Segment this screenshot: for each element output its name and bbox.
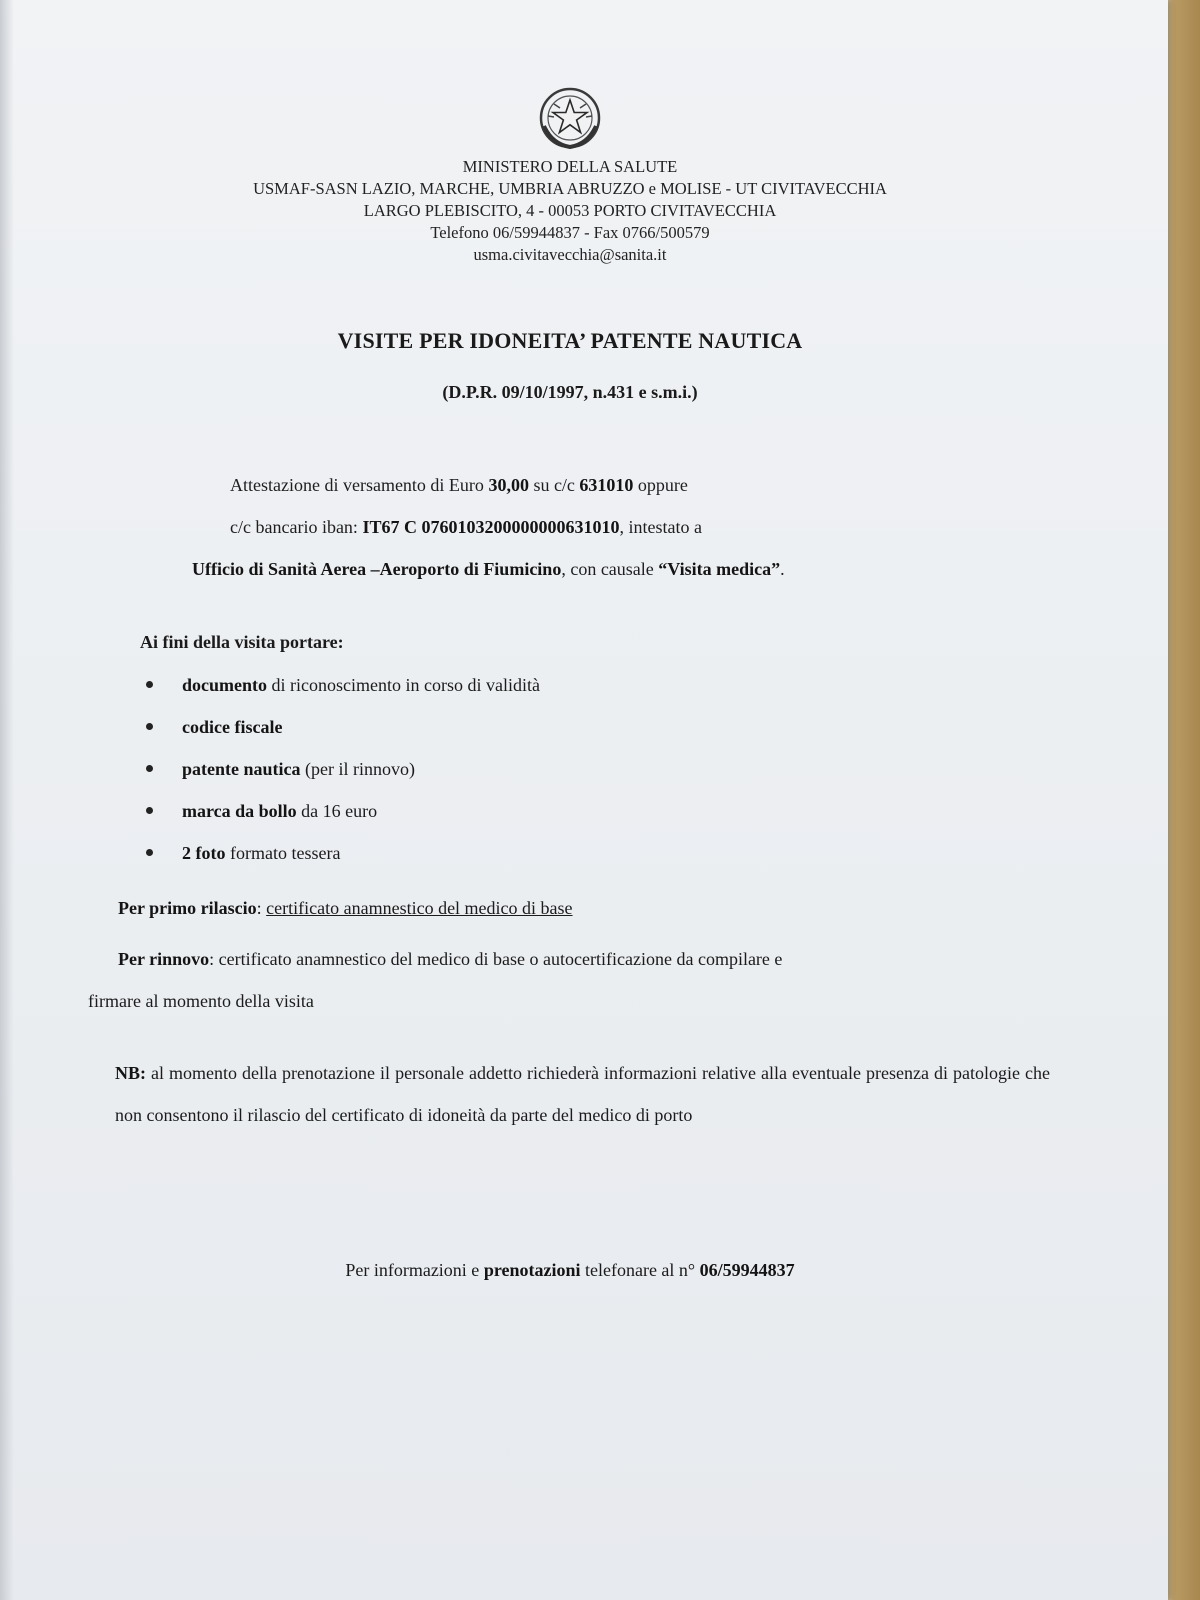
payment-text: c/c bancario iban: — [230, 517, 363, 537]
bring-list-title: Ai fini della visita portare: — [140, 632, 344, 652]
payment-text: , intestato a — [619, 517, 702, 537]
payment-amount: 30,00 — [488, 475, 529, 495]
payment-line-1 — [160, 464, 980, 506]
payment-reason: “Visita medica” — [658, 559, 781, 579]
bullet-icon — [146, 723, 153, 730]
footer-text: Per informazioni e — [345, 1260, 484, 1280]
list-item — [140, 706, 540, 748]
bullet-icon — [146, 807, 153, 814]
payment-text: , con causale — [561, 559, 659, 579]
nb-note — [115, 1052, 1050, 1136]
header-line-email: usma.civitavecchia@sanita.it — [473, 245, 667, 264]
footer-text: telefonare al n° — [580, 1260, 700, 1280]
ministry-header — [180, 156, 960, 266]
bring-list — [140, 664, 540, 874]
payment-instructions — [160, 464, 980, 590]
header-line-address: LARGO PLEBISCITO, 4 - 00053 PORTO CIVITAVECCHIA — [363, 201, 777, 220]
renewal-label: Per rinnovo — [118, 949, 210, 969]
list-item-text: da 16 euro — [296, 801, 378, 821]
iban-code: IT67 C 0760103200000000631010 — [362, 517, 620, 537]
italian-republic-emblem-icon — [538, 86, 602, 150]
document-subtitle: (D.P.R. 09/10/1997, n.431 e s.m.i.) — [442, 382, 698, 402]
payment-text: . — [780, 559, 785, 579]
payment-line-3 — [160, 548, 980, 590]
renewal-text: : certificato anamnestico del medico di base o autocertificazione da compilare e — [209, 949, 783, 969]
list-item — [140, 664, 540, 706]
header-line-ministry: MINISTERO DELLA SALUTE — [462, 157, 678, 176]
booking-info — [180, 1260, 960, 1281]
payment-text: oppure — [633, 475, 688, 495]
list-item-bold: marca da bollo — [182, 801, 297, 821]
nb-label: NB: — [115, 1063, 146, 1083]
first-issue-text: certificato anamnestico del medico di base — [266, 898, 573, 918]
renewal-paragraph — [88, 938, 998, 1022]
list-item-text: di riconoscimento in corso di validità — [267, 675, 540, 695]
sheet-shadow — [0, 0, 14, 1600]
payee-office: Ufficio di Sanità Aerea –Aeroporto di Fiumicino — [192, 559, 562, 579]
list-item-text: (per il rinnovo) — [300, 759, 415, 779]
first-issue-colon: : — [256, 898, 267, 918]
bullet-icon — [146, 849, 153, 856]
list-item-bold: patente nautica — [182, 759, 301, 779]
list-item — [140, 790, 540, 832]
payment-text: su c/c — [528, 475, 580, 495]
payment-line-2 — [160, 506, 980, 548]
nb-text: al momento della prenotazione il personale addetto richiederà informazioni relative alla eventuale presenza di patologie che non consentono il rilascio del certificato di idoneità da parte del medico di porto — [115, 1063, 1050, 1125]
postal-account-number: 631010 — [579, 475, 634, 495]
list-item-bold: 2 foto — [182, 843, 226, 863]
header-line-phone: Telefono 06/59944837 - Fax 0766/500579 — [430, 223, 710, 242]
renewal-line-1 — [118, 938, 998, 980]
renewal-line-2: firmare al momento della visita — [88, 991, 314, 1011]
bullet-icon — [146, 765, 153, 772]
document-title: VISITE PER IDONEITA’ PATENTE NAUTICA — [337, 328, 803, 353]
first-issue-label: Per primo rilascio — [118, 898, 257, 918]
list-item-bold: documento — [182, 675, 267, 695]
header-line-office: USMAF-SASN LAZIO, MARCHE, UMBRIA ABRUZZO e MOLISE - UT CIVITAVECCHIA — [253, 179, 887, 198]
bullet-icon — [146, 681, 153, 688]
footer-bold: prenotazioni — [483, 1260, 581, 1280]
list-item — [140, 748, 540, 790]
list-item-text: formato tessera — [225, 843, 341, 863]
booking-phone-number: 06/59944837 — [699, 1260, 795, 1280]
first-issue-paragraph — [118, 898, 573, 919]
list-item-bold: codice fiscale — [182, 717, 283, 737]
list-item — [140, 832, 540, 874]
payment-text: Attestazione di versamento di Euro — [230, 475, 489, 495]
